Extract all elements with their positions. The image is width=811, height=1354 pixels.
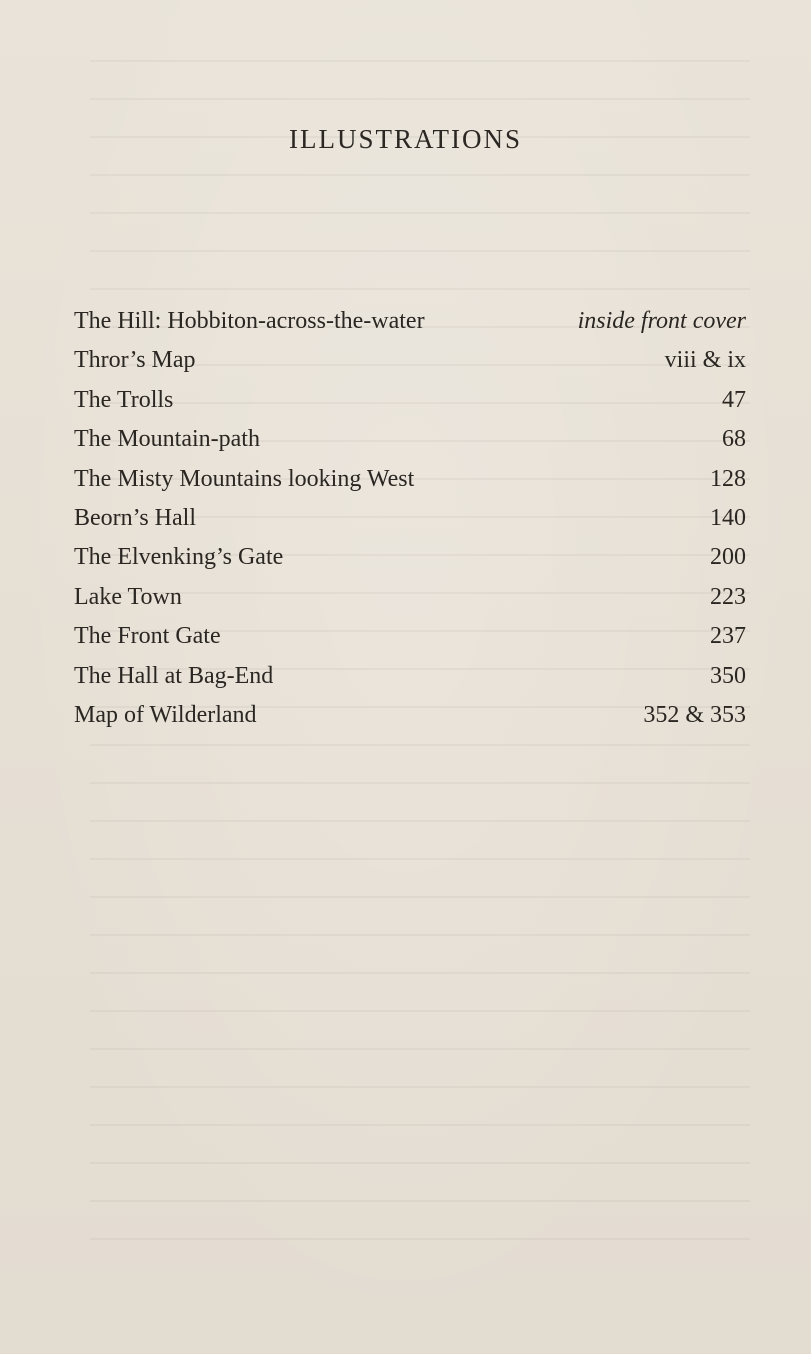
list-item <box>74 499 746 538</box>
page-heading: ILLUSTRATIONS <box>289 124 522 154</box>
list-item <box>74 341 746 380</box>
illustration-page: 200 <box>710 544 746 571</box>
illustration-page: 223 <box>710 583 746 610</box>
illustration-page: 140 <box>710 504 746 531</box>
list-item <box>74 657 746 696</box>
list-item <box>74 538 746 577</box>
list-item <box>74 696 746 735</box>
list-item <box>74 420 746 459</box>
illustration-page: inside front cover <box>577 308 746 334</box>
list-item <box>74 460 746 499</box>
list-item <box>74 578 746 617</box>
illustration-page: 352 & 353 <box>643 701 746 728</box>
illustration-page: viii & ix <box>664 347 746 374</box>
illustration-page: 128 <box>710 465 746 492</box>
illustration-page: 47 <box>722 386 746 413</box>
illustration-title: The Mountain-path <box>74 426 260 453</box>
illustration-title: Thror’s Map <box>74 347 196 374</box>
illustration-title: The Hill: Hobbiton-across-the-water <box>74 308 425 334</box>
illustration-page: 237 <box>710 623 746 650</box>
illustration-title: The Elvenking’s Gate <box>74 544 284 571</box>
illustration-title: Map of Wilderland <box>74 701 257 728</box>
illustrations-list <box>74 302 746 735</box>
illustration-title: The Misty Mountains looking West <box>74 465 415 492</box>
illustration-title: Beorn’s Hall <box>74 504 196 531</box>
illustration-title: The Front Gate <box>74 623 221 650</box>
illustration-page: 350 <box>710 662 746 689</box>
illustration-title: Lake Town <box>74 583 182 610</box>
list-item <box>74 302 746 341</box>
illustration-title: The Hall at Bag-End <box>74 662 274 689</box>
illustration-title: The Trolls <box>74 386 174 413</box>
list-item <box>74 617 746 656</box>
list-item <box>74 381 746 420</box>
illustration-page: 68 <box>722 426 746 453</box>
